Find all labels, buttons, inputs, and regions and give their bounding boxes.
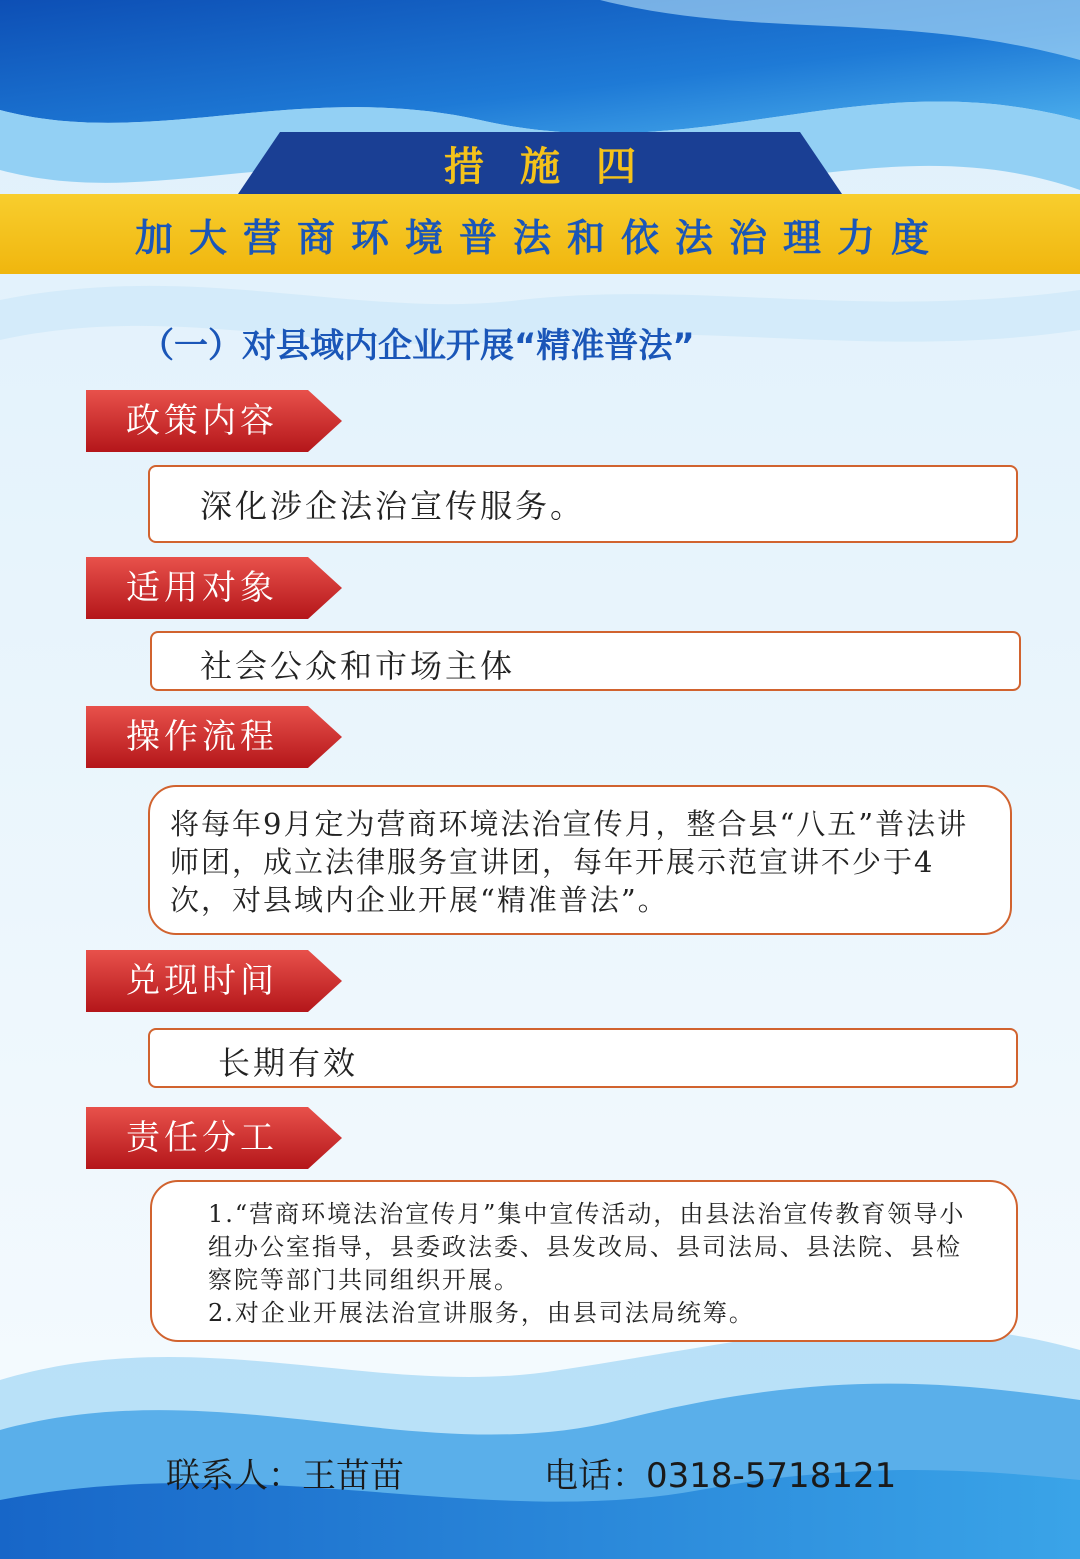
- label-policy-content: [86, 390, 342, 452]
- label-text: 适用对象: [126, 568, 278, 608]
- responsibility-box: [150, 1180, 1018, 1342]
- policy-content-box: 深化涉企法治宣传服务。: [148, 465, 1018, 543]
- label-text: 兑现时间: [126, 961, 278, 1001]
- label-text: 责任分工: [126, 1118, 278, 1158]
- label-target-audience: [86, 557, 342, 619]
- label-text: 政策内容: [126, 401, 278, 441]
- responsibility-line-2: 2.对企业开展法治宣讲服务，由县司法局统筹。: [208, 1299, 755, 1327]
- target-audience-box: 社会公众和市场主体: [150, 631, 1021, 691]
- procedure-box: 将每年9月定为营商环境法治宣传月，整合县“八五”普法讲师团，成立法律服务宣讲团，每年开展示范宣讲不少于4次，对县域内企业开展“精准普法”。: [148, 785, 1012, 935]
- responsibility-line-1: 1.“营商环境法治宣传月”集中宣传活动，由县法治宣传教育领导小组办公室指导，县委政法委、县发改局、县司法局、县法院、县检察院等部门共同组织开展。: [208, 1200, 966, 1294]
- label-text: 操作流程: [126, 717, 278, 757]
- title-band: [0, 194, 1080, 274]
- contact-person: 联系人：王苗苗: [166, 1456, 404, 1496]
- label-responsibility: [86, 1107, 342, 1169]
- fulfillment-time-box: 长期有效: [148, 1028, 1018, 1088]
- section-subtitle: （一）对县域内企业开展“精准普法”: [140, 326, 695, 366]
- band-title: 加大营商环境普法和依法治理力度: [134, 214, 945, 260]
- label-fulfillment-time: [86, 950, 342, 1012]
- measure-title: 措施四: [444, 142, 672, 190]
- label-procedure: [86, 706, 342, 768]
- contact-phone: 电话：0318-5718121: [544, 1456, 897, 1496]
